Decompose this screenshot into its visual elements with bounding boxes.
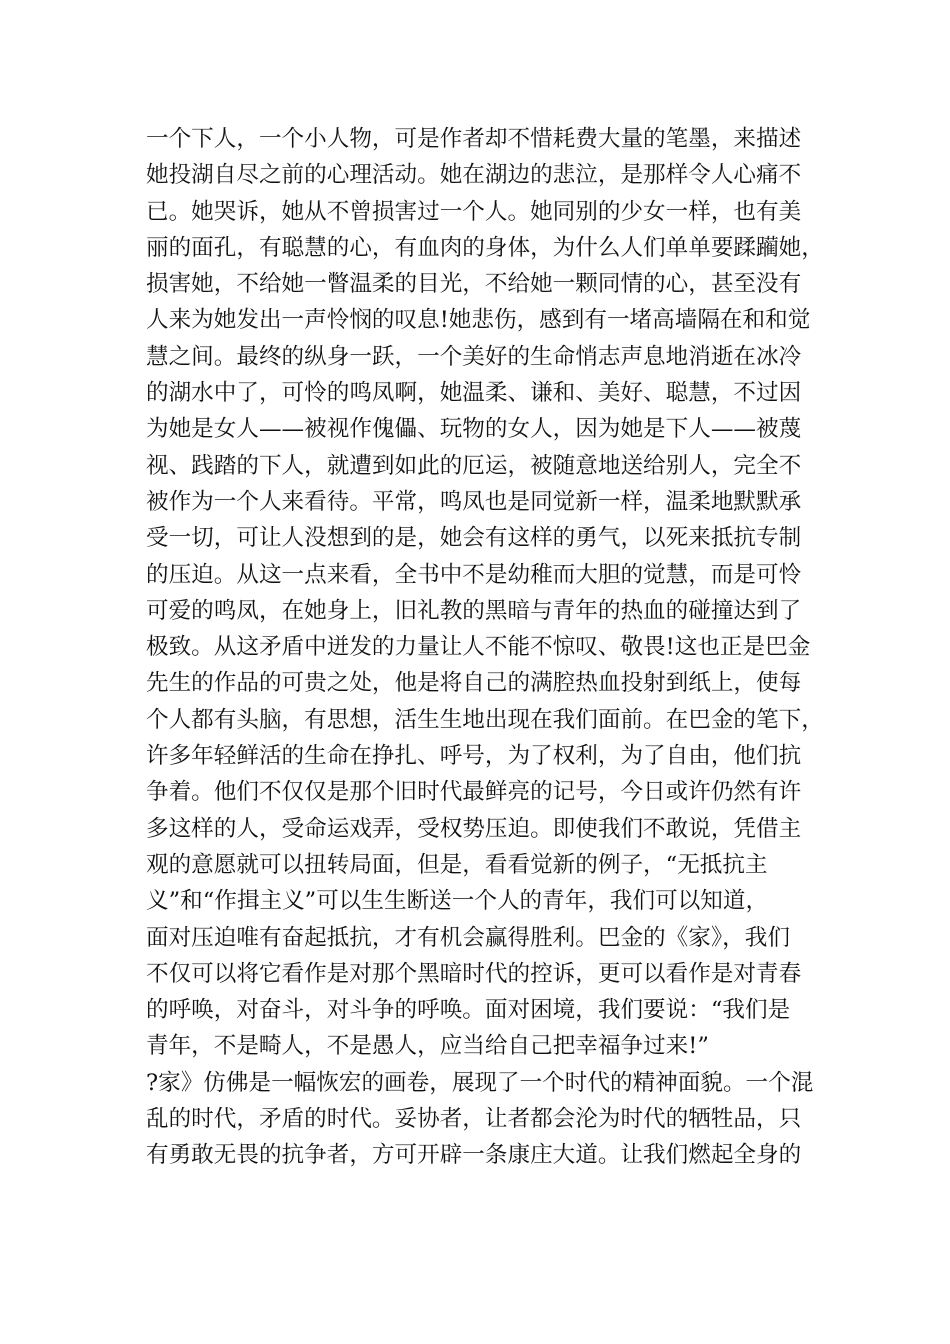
- text-line: 观的意愿就可以扭转局面，但是，看看觉新的例子，“无抵抗主: [146, 851, 768, 878]
- text-line: 人来为她发出一声怜悯的叹息!她悲伤，感到有一堵高墙隔在和和觉: [146, 307, 811, 334]
- text-line: 极致。从这矛盾中迸发的力量让人不能不惊叹、敬畏!这也正是巴金: [146, 634, 811, 661]
- text-line: 她投湖自尽之前的心理活动。她在湖边的悲泣，是那样令人心痛不: [146, 162, 802, 189]
- text-line: 的湖水中了，可怜的鸣凤啊，她温柔、谦和、美好、聪慧，不过因: [146, 380, 802, 407]
- text-line: 面对压迫唯有奋起抵抗，才有机会赢得胜利。巴金的《家》，我们: [146, 924, 790, 951]
- text-line: 青年，不是畸人，不是愚人，应当给自己把幸福争过来!”: [146, 1033, 709, 1060]
- text-line: 视、践踏的下人，就遭到如此的厄运，被随意地送给别人，完全不: [146, 452, 802, 479]
- text-line: 受一切，可让人没想到的是，她会有这样的勇气，以死来抵抗专制: [146, 525, 802, 552]
- text-line: 先生的作品的可贵之处，他是将自己的满腔热血投射到纸上，使每: [146, 670, 802, 697]
- text-line: 为她是女人——被视作傀儡、玩物的女人，因为她是下人——被蔑: [146, 416, 802, 443]
- text-line: 的呼唤，对奋斗，对斗争的呼唤。面对困境，我们要说：“我们是: [146, 997, 791, 1024]
- text-line: 被作为一个人来看待。平常，鸣凤也是同觉新一样，温柔地默默承: [146, 488, 802, 515]
- text-line: 损害她，不给她一瞥温柔的目光，不给她一颗同情的心，甚至没有: [146, 271, 802, 298]
- text-line: 不仅可以将它看作是对那个黑暗时代的控诉，更可以看作是对青春: [146, 960, 802, 987]
- body-text: [146, 121, 826, 1174]
- text-line: 个人都有头脑，有思想，活生生地出现在我们面前。在巴金的笔下，: [146, 706, 824, 733]
- text-line: 可爱的鸣凤，在她身上，旧礼教的黑暗与青年的热血的碰撞达到了: [146, 597, 802, 624]
- text-line: 多这样的人，受命运戏弄，受权势压迫。即使我们不敢说，凭借主: [146, 815, 802, 842]
- text-line: 丽的面孔，有聪慧的心，有血肉的身体，为什么人们单单要蹂躏她，: [146, 234, 824, 261]
- text-line: 的压迫。从这一点来看，全书中不是幼稚而大胆的觉慧，而是可怜: [146, 561, 802, 588]
- text-line: 争着。他们不仅仅是那个旧时代最鲜亮的记号，今日或许仍然有许: [146, 779, 802, 806]
- text-line: 乱的时代，矛盾的时代。妥协者，让者都会沦为时代的牺牲品，只: [146, 1106, 802, 1133]
- text-line: ?家》仿佛是一幅恢宏的画卷，展现了一个时代的精神面貌。一个混: [146, 1069, 814, 1096]
- text-line: 慧之间。最终的纵身一跃，一个美好的生命悄志声息地消逝在冰冷: [146, 343, 802, 370]
- text-line: 有勇敢无畏的抗争者，方可开辟一条康庄大道。让我们燃起全身的: [146, 1142, 802, 1169]
- text-line: 一个下人，一个小人物，可是作者却不惜耗费大量的笔墨，来描述: [146, 126, 802, 152]
- text-line: 许多年轻鲜活的生命在挣扎、呼号，为了权利，为了自由，他们抗: [146, 743, 802, 770]
- text-line: 已。她哭诉，她从不曾损害过一个人。她同别的少女一样，也有美: [146, 198, 802, 225]
- text-line: 义”和“作揖主义”可以生生断送一个人的青年，我们可以知道，: [146, 888, 769, 915]
